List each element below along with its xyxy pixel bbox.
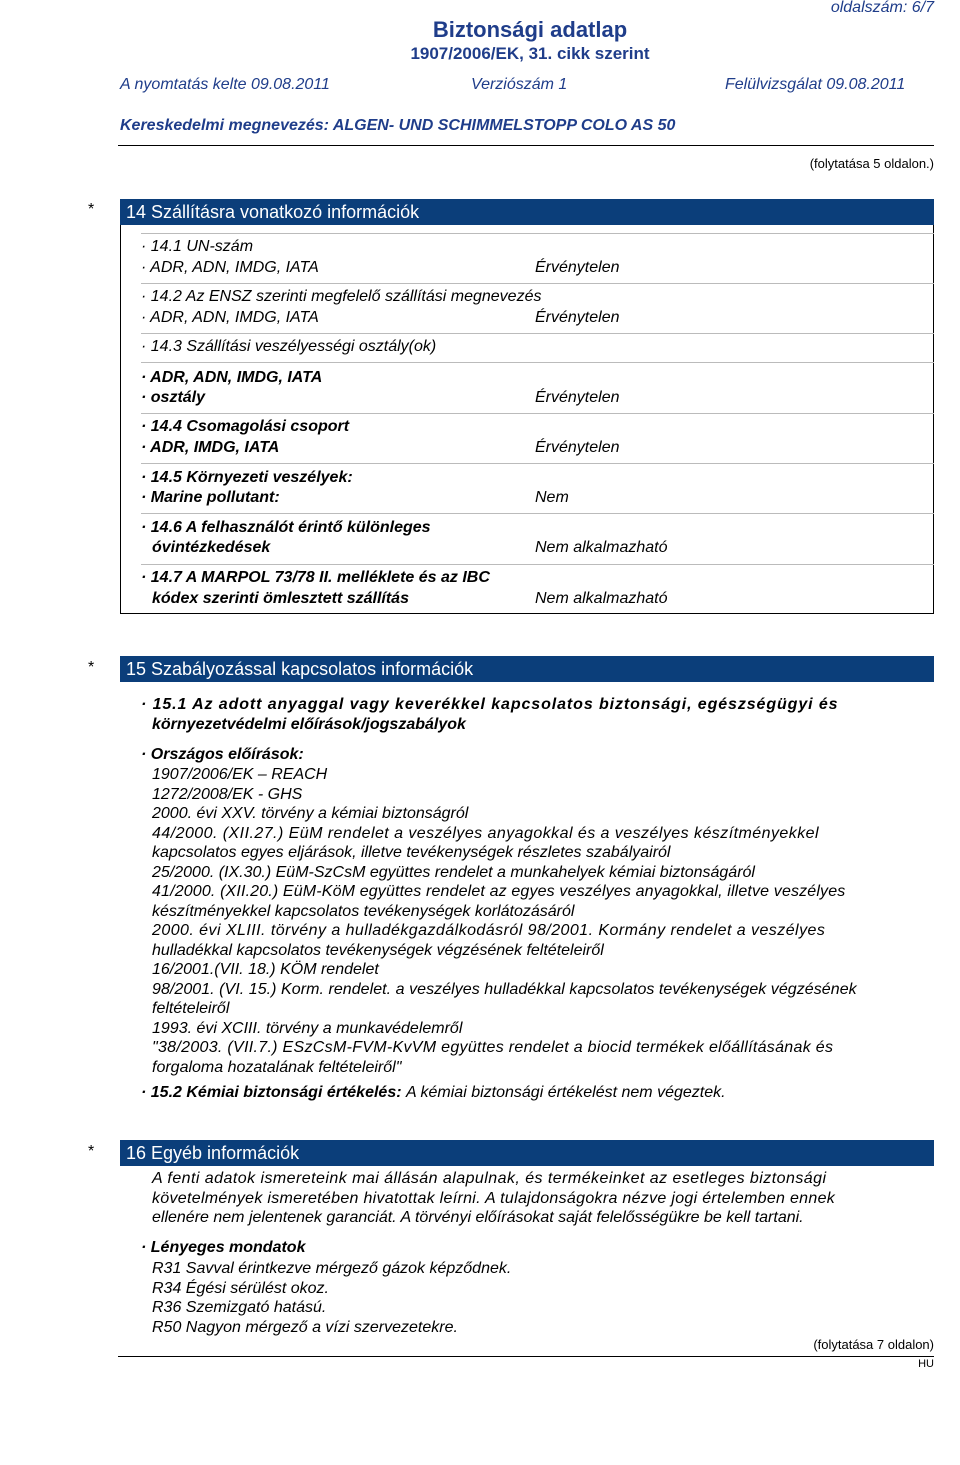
continued-on: (folytatása 7 oldalon) (813, 1337, 934, 1352)
change-marker: * (88, 659, 95, 676)
regulation-heading-cont: környezetvédelmi előírások/jogszabályok (152, 716, 466, 733)
r-phrase: R50 Nagyon mérgező a vízi szervezetekre. (152, 1319, 458, 1337)
print-date: A nyomtatás kelte 09.08.2011 (120, 76, 330, 93)
chemical-safety-assessment-label: · 15.2 Kémiai biztonsági értékelés: (141, 1084, 402, 1101)
regulation-line: 2000. évi XXV. törvény a kémiai biztonságról (152, 805, 469, 822)
regulation-line: kapcsolatos egyes eljárások, illetve tevékenységek részletes szabályairól (152, 844, 671, 861)
marpol-label: · 14.7 A MARPOL 73/78 II. melléklete és az IBC (141, 569, 490, 586)
chemical-safety-assessment-value: A kémiai biztonsági értékelést nem végeztek. (406, 1084, 726, 1101)
shipping-name-modes: · ADR, ADN, IMDG, IATA (141, 309, 319, 326)
special-precautions-value: Nem alkalmazható (535, 539, 668, 556)
un-number-modes: · ADR, ADN, IMDG, IATA (141, 259, 319, 276)
disclaimer-line: követelmények ismeretében hivatottak leírni. A tulajdonságokra nézve jogi értelemben ennek (152, 1189, 836, 1207)
regulation-line: 41/2000. (XII.20.) EüM-KöM együttes rendelet az egyes veszélyes anyagokkal, illetve veszélyes (152, 883, 846, 900)
section-14-title: 14 Szállításra vonatkozó információk (120, 199, 934, 225)
regulation-line: 2000. évi XLIII. törvény a hulladékgazdálkodásról 98/2001. Kormány rendelet a veszélyes (152, 922, 826, 939)
section-15-title: 15 Szabályozással kapcsolatos információk (120, 656, 934, 682)
un-number-value: Érvénytelen (535, 259, 620, 276)
relevant-phrases-label: · Lényeges mondatok (141, 1239, 306, 1256)
change-marker: * (88, 1143, 95, 1160)
regulation-line: 44/2000. (XII.27.) EüM rendelet a veszélyes anyagokkal és a veszélyes készítményekkel (152, 824, 820, 842)
shipping-name-value: Érvénytelen (535, 309, 620, 326)
regulation-line: forgaloma hozatalának feltételeiről" (152, 1058, 402, 1076)
hazard-class-label: · 14.3 Szállítási veszélyességi osztály(ok) (141, 338, 437, 355)
regulation-line: "38/2003. (VII.7.) ESzCsM-FVM-KvVM együttes rendelet a biocid termékek előállításának és (152, 1039, 834, 1056)
regulation-line: 25/2000. (IX.30.) EüM-SzCsM együttes rendelet a munkahelyek kémiai biztonságáról (152, 863, 755, 881)
regulation-line: készítményekkel kapcsolatos tevékenységek korlátozásáról (152, 902, 575, 920)
regulation-line: hulladékkal kapcsolatos tevékenységek végzésének feltételeiről (152, 941, 604, 959)
marine-pollutant-value: Nem (535, 489, 569, 506)
version: Verziószám 1 (471, 76, 568, 93)
hazard-class-class-label: · osztály (141, 389, 206, 406)
language-code: HU (918, 1358, 934, 1370)
regulation-line: 1272/2008/EK - GHS (152, 785, 303, 803)
change-marker: * (88, 201, 95, 218)
regulation-line: 98/2001. (VI. 15.) Korm. rendelet. a veszélyes hulladékkal kapcsolatos tevékenységek végzésének (152, 980, 857, 998)
section-16-title: 16 Egyéb információk (120, 1140, 934, 1166)
packing-group-modes: · ADR, IMDG, IATA (141, 439, 280, 456)
disclaimer-line: A fenti adatok ismereteink mai állásán alapulnak, és termékeinket az esetleges biztonsági (152, 1170, 827, 1187)
page-number: oldalszám: 6/7 (830, 0, 934, 16)
disclaimer-line: ellenére nem jelentenek garanciát. A törvényi előírásokat saját felelősségükre be kell tartani. (152, 1209, 804, 1226)
regulation-line: 16/2001.(VII. 18.) KÖM rendelet (152, 961, 379, 978)
trade-name: Kereskedelmi megnevezés: ALGEN- UND SCHIMMELSTOPP COLO AS 50 (120, 117, 676, 134)
r-phrase: R36 Szemizgató hatású. (152, 1299, 327, 1317)
regulation-line: 1907/2006/EK – REACH (152, 766, 328, 783)
relevant-phrases-list (152, 1259, 934, 1338)
marpol-label-cont: kódex szerinti ömlesztett szállítás (152, 590, 409, 607)
separator (141, 564, 934, 565)
document-title: Biztonsági adatlap (432, 17, 628, 42)
regulation-heading: · 15.1 Az adott anyaggal vagy keverékkel kapcsolatos biztonsági, egészségügyi és (141, 696, 839, 713)
special-precautions-label: · 14.6 A felhasználót érintő különleges (141, 519, 431, 536)
packing-group-label: · 14.4 Csomagolási csoport (141, 418, 350, 435)
separator (141, 283, 934, 284)
hazard-class-value: Érvénytelen (535, 389, 620, 406)
regulation-line: 1993. évi XCIII. törvény a munkavédelemről (152, 1019, 463, 1037)
revision-date: Felülvizsgálat 09.08.2011 (725, 76, 906, 93)
special-precautions-label-cont: óvintézkedések (152, 539, 271, 556)
national-regulations-label: · Országos előírások: (141, 746, 304, 763)
separator (141, 463, 934, 464)
separator (141, 233, 934, 234)
shipping-name-label: · 14.2 Az ENSZ szerinti megfelelő szállítási megnevezés (141, 288, 542, 305)
continued-from: (folytatása 5 oldalon.) (809, 156, 934, 171)
regulation-line: feltételeiről (152, 1000, 230, 1017)
separator (141, 333, 934, 334)
footer-divider (118, 1356, 934, 1357)
header-divider (118, 145, 934, 146)
disclaimer-paragraph (152, 1169, 934, 1228)
r-phrase: R31 Savval érintkezve mérgező gázok képződnek. (152, 1260, 512, 1277)
document-subtitle: 1907/2006/EK, 31. cikk szerint (410, 44, 650, 63)
env-hazards-label: · 14.5 Környezeti veszélyek: (141, 469, 353, 486)
r-phrase: R34 Égési sérülést okoz. (152, 1279, 329, 1297)
separator (141, 413, 934, 414)
separator (141, 513, 934, 514)
marpol-value: Nem alkalmazható (535, 590, 668, 607)
separator (141, 362, 934, 363)
un-number-label: · 14.1 UN-szám (141, 238, 254, 255)
packing-group-value: Érvénytelen (535, 439, 620, 456)
national-regulations-list (152, 765, 934, 1077)
hazard-class-modes: · ADR, ADN, IMDG, IATA (141, 369, 323, 386)
chemical-safety-assessment (141, 1084, 726, 1102)
marine-pollutant-label: · Marine pollutant: (141, 489, 280, 506)
